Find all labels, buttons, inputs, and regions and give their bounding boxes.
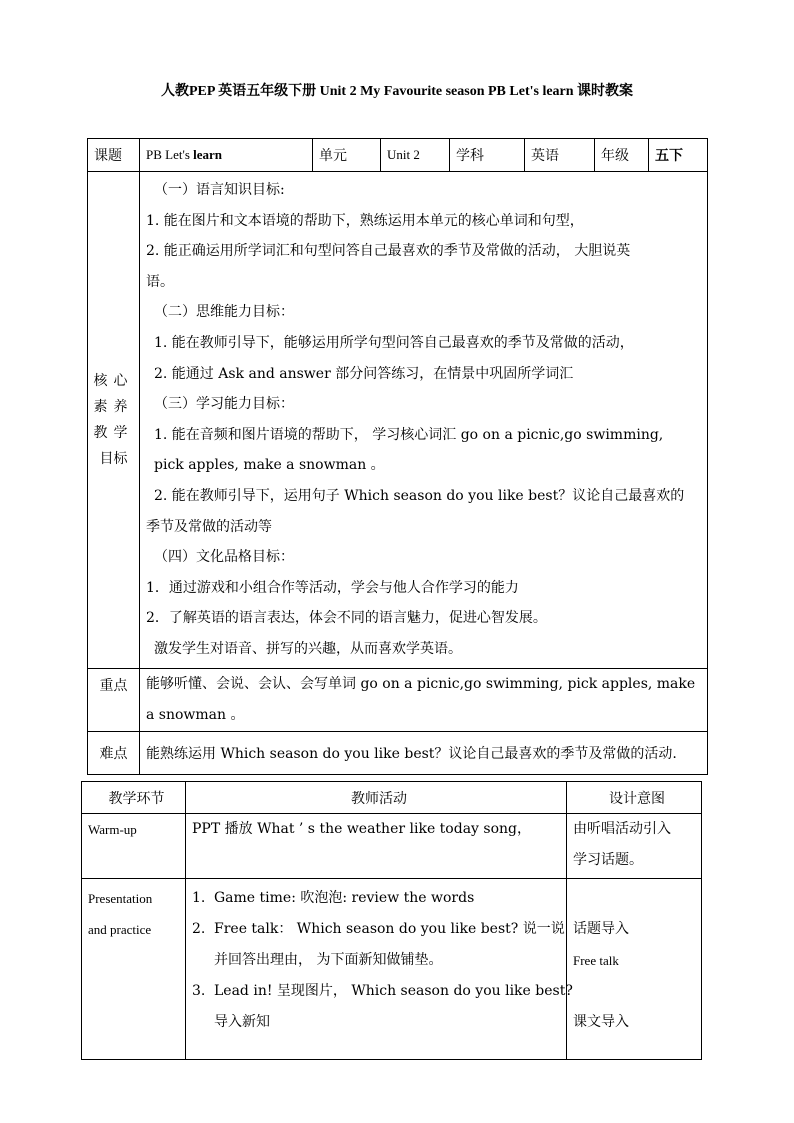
activity-header: 教师活动 <box>186 782 567 814</box>
difficult-points-content: 能熟练运用 Which season do you like best？议论自己最喜欢的季节及常做的活动. <box>140 731 708 774</box>
unit-value: Unit 2 <box>381 139 450 172</box>
key-points-content: 能够听懂、会说、会认、会写单词 go on a picnic,go swimming, pick apples, make a snowman 。 <box>140 668 708 731</box>
lesson-info-table <box>87 138 708 775</box>
core-goals-row <box>88 172 708 669</box>
warmup-activity: PPT 播放 What ’ s the weather like today song， <box>192 821 531 837</box>
activity-item: 2. Free talk： Which season do you like best? 说一说 并回答出理由， 为下面新知做铺垫。 <box>192 921 565 968</box>
goal-line: 1. 能在教师引导下，能够运用所学句型问答自己最喜欢的季节及常做的活动， <box>154 334 634 351</box>
goal-line: 1. 能在音频和图片语境的帮助下， 学习核心词汇 go on a picnic,go swimming, <box>154 426 664 443</box>
intent-header: 设计意图 <box>567 782 702 814</box>
presentation-stage-line: Presentation <box>88 891 153 906</box>
info-row <box>88 139 708 172</box>
activity-item: 3. Lead in! 呈现图片， Which season do you like best? 导入新知 <box>192 983 573 1030</box>
document-title: 人教PEP 英语五年级下册 Unit 2 My Favourite season PB Let's learn 课时教案 <box>160 84 634 99</box>
topic-value-bold: learn <box>193 147 223 162</box>
unit-label: 单元 <box>313 139 381 172</box>
activity-item: 1. Game time: 吹泡泡: review the words <box>192 890 475 906</box>
goal-line: 1．通过游戏和小组合作等活动，学会与他人合作学习的能力 <box>146 579 519 596</box>
process-header-row <box>82 782 702 814</box>
goal-line: 语。 <box>146 273 174 290</box>
warmup-intent-line: 学习话题。 <box>573 852 643 868</box>
presentation-stage-line: and practice <box>88 922 152 937</box>
grade-value: 五下 <box>649 139 708 172</box>
presentation-intent-line: 话题导入 <box>573 921 629 937</box>
goal-line: 2. 能正确运用所学词汇和句型问答自己最喜欢的季节及常做的活动， 大胆说英 <box>146 243 631 260</box>
key-points-row <box>88 668 708 731</box>
warmup-row <box>82 814 702 879</box>
key-points-label: 重点 <box>88 668 140 731</box>
subject-value: 英语 <box>525 139 595 172</box>
topic-value: PB Let's learn <box>140 139 313 172</box>
core-goals-content <box>140 172 708 669</box>
subject-label: 学科 <box>450 139 525 172</box>
goal-line: pick apples, make a snowman 。 <box>154 457 385 474</box>
goal-line: 2．了解英语的语言表达，体会不同的语言魅力，促进心智发展。 <box>146 610 547 627</box>
goal-line: 季节及常做的活动等 <box>146 518 272 535</box>
stage-header: 教学环节 <box>82 782 186 814</box>
presentation-intent-line: Free talk <box>573 953 619 968</box>
difficult-points-label: 难点 <box>88 731 140 774</box>
warmup-stage: Warm-up <box>88 822 137 837</box>
warmup-intent-line: 由听唱活动引入 <box>573 821 671 837</box>
difficult-points-row <box>88 731 708 774</box>
goal-line: （三）学习能力目标： <box>154 396 294 413</box>
presentation-row <box>82 879 702 1060</box>
grade-label: 年级 <box>595 139 649 172</box>
goal-line: （一）语言知识目标: <box>154 182 285 198</box>
goal-line: 2. 能在教师引导下，运用句子 Which season do you like best？议论自己最喜欢的 <box>154 487 685 504</box>
goal-line: 1. 能在图片和文本语境的帮助下，熟练运用本单元的核心单词和句型， <box>146 212 584 229</box>
goal-line: （四）文化品格目标： <box>154 549 294 566</box>
goal-line: 激发学生对语音、拼写的兴趣，从而喜欢学英语。 <box>154 640 462 657</box>
presentation-intent-line: 课文导入 <box>573 1014 629 1030</box>
core-goals-label: 核心 素养 教学 目标 <box>88 172 140 669</box>
teaching-process-table <box>81 781 702 1060</box>
topic-label: 课题 <box>88 139 140 172</box>
goal-line: 2. 能通过 Ask and answer 部分问答练习，在情景中巩固所学词汇 <box>154 365 574 382</box>
goal-line: （二）思维能力目标： <box>154 304 294 321</box>
